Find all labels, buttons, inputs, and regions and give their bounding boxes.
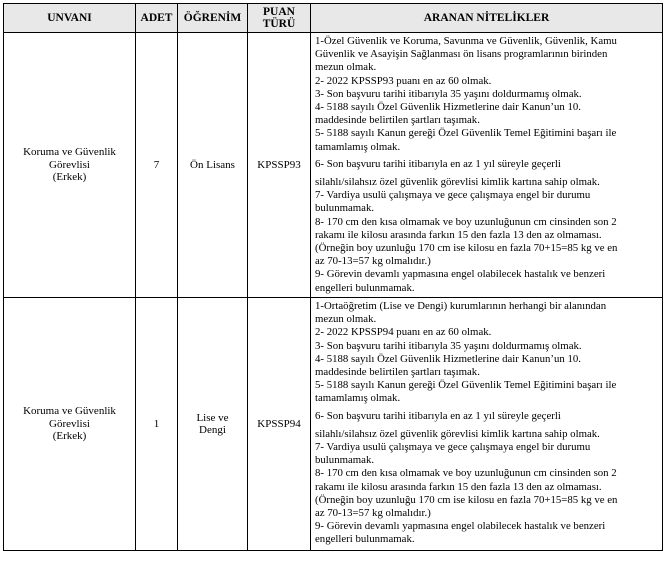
- unvan-line: Görevlisi: [49, 158, 90, 171]
- req-line: 3- Son başvuru tarihi itibarıyla 35 yaşını doldurmamış olmak.: [315, 339, 582, 352]
- req-line: 8- 170 cm den kısa olmamak ve boy uzunluğunun cm cinsinden son 2: [315, 467, 617, 480]
- req-line: 9- Görevin devamlı yapmasına engel olabilecek hastalık ve benzeri: [315, 520, 606, 533]
- req-line: 7- Vardiya usulü çalışmaya ve gece çalışmaya engel bir durumu: [315, 189, 591, 202]
- req-line: rakamı ile kilosu arasında farkın 15 den fazla 13 den az olmaması.: [315, 228, 602, 241]
- req-line: az 70-13=57 kg olmalıdır.): [315, 255, 431, 268]
- req-line: (Örneğin boy uzunluğu 170 cm ise kilosu en fazla 70+15=85 kg ve en: [315, 242, 618, 255]
- unvan-line: Koruma ve Güvenlik: [23, 405, 116, 418]
- ogrenim-cell: [178, 298, 248, 551]
- header-ogrenim: ÖĞRENİM: [178, 4, 248, 33]
- req-line: 4- 5188 sayılı Özel Güvenlik Hizmetlerine dair Kanun’un 10.: [315, 352, 581, 365]
- req-line: 9- Görevin devamlı yapmasına engel olabilecek hastalık ve benzeri: [315, 268, 606, 281]
- table-row: [4, 298, 663, 551]
- req-line: 5- 5188 sayılı Kanun gereği Özel Güvenlik Temel Eğitimini başarı ile: [315, 127, 617, 140]
- header-unvani: UNVANI: [4, 4, 136, 33]
- req-line: mezun olmak.: [315, 313, 377, 326]
- req-line: (Örneğin boy uzunluğu 170 cm ise kilosu en fazla 70+15=85 kg ve en: [315, 493, 618, 506]
- header-row: [4, 4, 663, 33]
- req-line: 3- Son başvuru tarihi itibarıyla 35 yaşını doldurmamış olmak.: [315, 87, 582, 100]
- ogrenim-line: Lise ve: [196, 411, 229, 424]
- req-line: rakamı ile kilosu arasında farkın 15 den fazla 13 den az olmaması.: [315, 480, 602, 493]
- req-line: 4- 5188 sayılı Özel Güvenlik Hizmetlerine dair Kanun’un 10.: [315, 101, 581, 114]
- ogrenim-line: Dengi: [199, 424, 226, 436]
- positions-table: [3, 3, 663, 551]
- req-line: engelleri bulunmamak.: [315, 281, 415, 294]
- header-puan-turu: [248, 4, 311, 33]
- req-line: engelleri bulunmamak.: [315, 533, 415, 546]
- header-adet: ADET: [136, 4, 178, 33]
- adet-cell: 7: [136, 33, 178, 298]
- req-line: 5- 5188 sayılı Kanun gereği Özel Güvenlik Temel Eğitimini başarı ile: [315, 379, 617, 392]
- requirements-cell: [311, 33, 663, 298]
- req-line: maddesinde belirtilen şartları taşımak.: [315, 114, 480, 127]
- unvan-cell: [4, 298, 136, 551]
- table-row: [4, 33, 663, 298]
- unvan-cell: [4, 33, 136, 298]
- req-line: silahlı/silahsız özel güvenlik görevlisi kimlik kartına sahip olmak.: [315, 176, 600, 189]
- unvan-line: (Erkek): [52, 171, 87, 184]
- unvan-line: Görevlisi: [49, 417, 90, 430]
- req-line: bulunmamak.: [315, 202, 375, 215]
- req-line: maddesinde belirtilen şartları taşımak.: [315, 366, 480, 379]
- adet-cell: 1: [136, 298, 178, 551]
- puan-cell: KPSSP93: [248, 33, 311, 298]
- req-line: Güvenlik ve Asayişin Sağlanması ön lisans programlarının birinden: [315, 48, 608, 61]
- req-line: 1-Özel Güvenlik ve Koruma, Savunma ve Güvenlik, Güvenlik, Kamu: [315, 35, 617, 47]
- req-line: 1-Ortaöğretim (Lise ve Dengi) kurumlarının herhangi bir alanından: [315, 300, 607, 312]
- unvan-line: Koruma ve Güvenlik: [23, 146, 116, 159]
- header-nitelikler: ARANAN NİTELİKLER: [311, 4, 663, 33]
- header-puan-line1: PUAN: [263, 6, 295, 18]
- requirements-cell: [311, 298, 663, 551]
- req-line: tamamlamış olmak.: [315, 140, 401, 153]
- req-line: 2- 2022 KPSSP93 puanı en az 60 olmak.: [315, 74, 492, 87]
- req-line: 2- 2022 KPSSP94 puanı en az 60 olmak.: [315, 326, 492, 339]
- req-line: az 70-13=57 kg olmalıdır.): [315, 507, 431, 520]
- req-line: 6- Son başvuru tarihi itibarıyla en az 1 yıl süreyle geçerli: [315, 157, 561, 170]
- req-line: 8- 170 cm den kısa olmamak ve boy uzunluğunun cm cinsinden son 2: [315, 215, 617, 228]
- puan-cell: KPSSP94: [248, 298, 311, 551]
- req-line: mezun olmak.: [315, 61, 377, 74]
- req-line: 6- Son başvuru tarihi itibarıyla en az 1 yıl süreyle geçerli: [315, 409, 561, 422]
- header-puan-line2: TÜRÜ: [262, 18, 296, 30]
- unvan-line: (Erkek): [52, 430, 87, 443]
- req-line: tamamlamış olmak.: [315, 392, 401, 405]
- ogrenim-cell: Ön Lisans: [178, 33, 248, 298]
- req-line: bulunmamak.: [315, 454, 375, 467]
- req-line: silahlı/silahsız özel güvenlik görevlisi kimlik kartına sahip olmak.: [315, 427, 600, 440]
- req-line: 7- Vardiya usulü çalışmaya ve gece çalışmaya engel bir durumu: [315, 441, 591, 454]
